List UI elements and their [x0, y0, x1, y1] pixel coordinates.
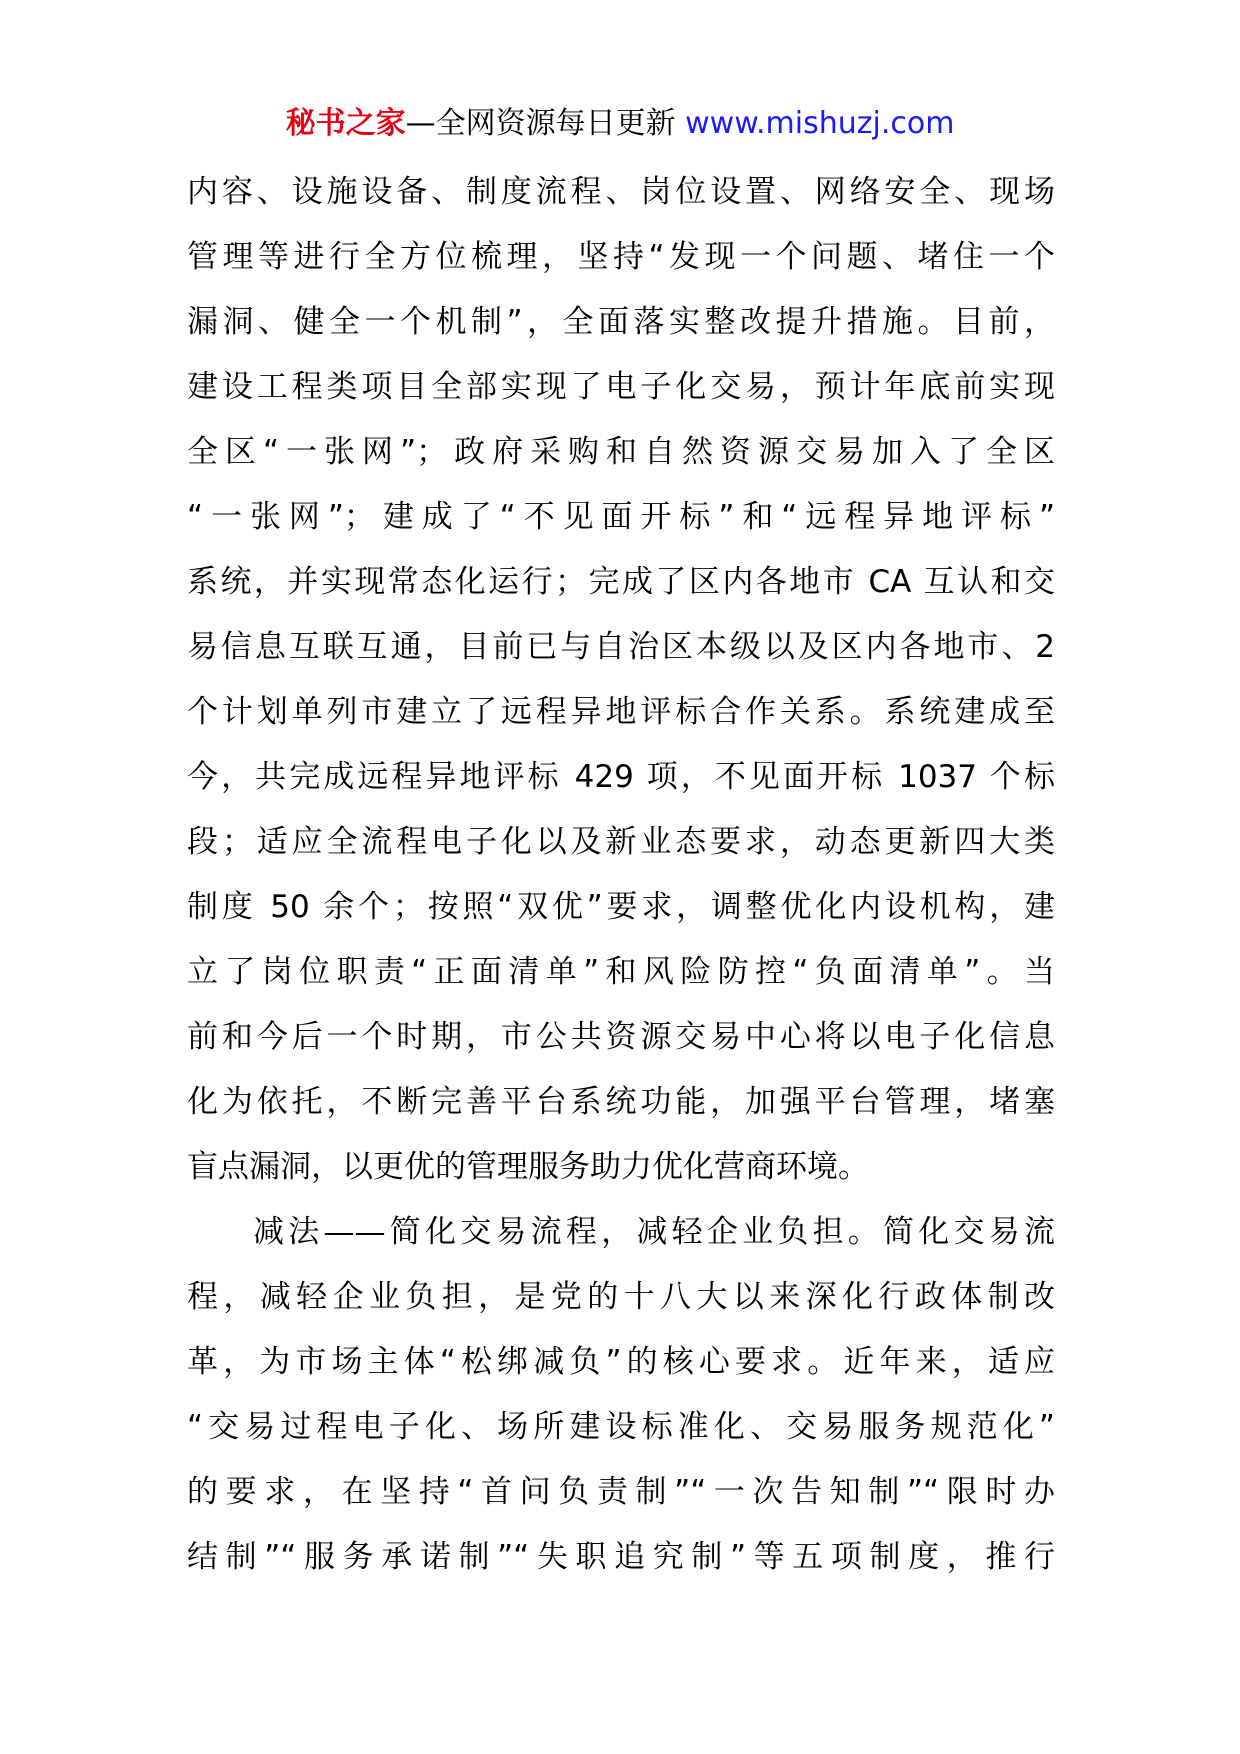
text-line: 全区“一张网”；政府采购和自然资源交易加入了全区: [187, 434, 1055, 470]
text-line: 制度 50 余个；按照“双优”要求，调整优化内设机构，建: [187, 889, 1055, 925]
paragraph-end-line: 盲点漏洞，以更优的管理服务助力优化营商环境。: [187, 1149, 869, 1185]
text-line: 个计划单列市建立了远程异地评标合作关系。系统建成至: [187, 694, 1055, 730]
text-line: 管理等进行全方位梳理，坚持“发现一个问题、堵住一个: [187, 239, 1055, 275]
site-header: [0, 100, 1240, 148]
text-line: 内容、设施设备、制度流程、岗位设置、网络安全、现场: [187, 174, 1055, 210]
document-body: [187, 160, 1055, 1590]
site-url-link[interactable]: www.mishuzj.com: [685, 106, 955, 141]
text-line: “一张网”；建成了“不见面开标”和“远程异地评标”: [187, 499, 1055, 535]
text-line: 结制”“服务承诺制”“失职追究制”等五项制度，推行: [187, 1539, 1055, 1575]
text-line: 化为依托，不断完善平台系统功能，加强平台管理，堵塞: [187, 1084, 1055, 1120]
section-heading-line: 减法——简化交易流程，减轻企业负担。简化交易流: [253, 1214, 1055, 1250]
text-line: 易信息互联互通，目前已与自治区本级以及区内各地市、2: [187, 629, 1055, 665]
site-brand: 秘书之家: [285, 106, 406, 141]
text-line: 前和今后一个时期，市公共资源交易中心将以电子化信息: [187, 1019, 1055, 1055]
text-line: 立了岗位职责“正面清单”和风险防控“负面清单”。当: [187, 954, 1055, 990]
text-line: 系统，并实现常态化运行；完成了区内各地市 CA 互认和交: [187, 564, 1055, 600]
text-line: 的要求，在坚持“首问负责制”“一次告知制”“限时办: [187, 1474, 1055, 1510]
text-line: 革，为市场主体“松绑减负”的核心要求。近年来，适应: [187, 1344, 1055, 1380]
site-tagline: —全网资源每日更新: [405, 106, 676, 141]
text-line: 今，共完成远程异地评标 429 项，不见面开标 1037 个标: [187, 759, 1055, 795]
text-line: 建设工程类项目全部实现了电子化交易，预计年底前实现: [187, 369, 1055, 405]
text-line: 段；适应全流程电子化以及新业态要求，动态更新四大类: [187, 824, 1055, 860]
text-line: 程，减轻企业负担，是党的十八大以来深化行政体制改: [187, 1279, 1055, 1315]
text-line: 漏洞、健全一个机制”，全面落实整改提升措施。目前，: [187, 304, 1055, 340]
text-line: “交易过程电子化、场所建设标准化、交易服务规范化”: [187, 1409, 1055, 1445]
